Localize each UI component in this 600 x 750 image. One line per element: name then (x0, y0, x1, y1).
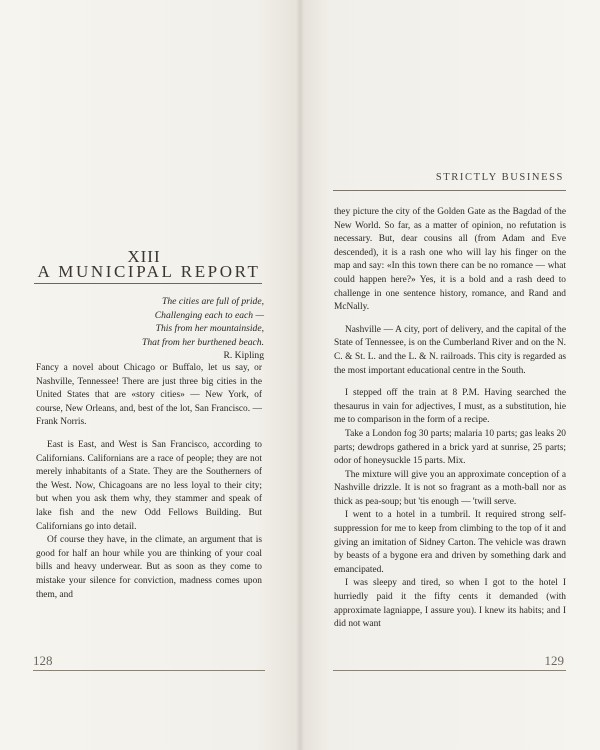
paragraph: I stepped off the train at 8 P.M. Having searched the thesaurus in vain for adjectives, I must, as a substitution, hie me to comparison in the form of a recipe. (334, 388, 566, 426)
chapter-title-rule (34, 283, 262, 284)
epigraph-author: R. Kipling (223, 350, 264, 361)
book-gutter (296, 0, 304, 750)
running-head: STRICTLY BUSINESS (435, 172, 564, 183)
paragraph: Nashville — A city, port of delivery, and the capital of the State of Tennessee, is on the Cumberland River and on the N. C. & St. L. and the L. & N. railroads. This city is regarded as the most important educational centre in the South. (334, 324, 566, 376)
footer-rule-right (333, 670, 566, 671)
right-body-text (334, 206, 566, 632)
footer-rule-left (33, 670, 265, 671)
epigraph-line: This from her mountainside, (155, 323, 264, 334)
epigraph-line: That from her burthened beach. (142, 336, 264, 348)
left-body-text (36, 362, 262, 602)
paragraph: Fancy a novel about Chicago or Buffalo, let us say, or Nashville, Tennessee! There are just three big cities in the United States that are «story cities» — New York, of course, New Orleans, and, best of the lot, San Francisco. — Frank Norris. (36, 363, 262, 428)
chapter-title: A MUNICIPAL REPORT (37, 262, 261, 281)
paragraph: The mixture will give you an approximate conception of a Nashville drizzle. It is not so fragrant as a moth-ball nor as thick as pea-soup; but 'tis enough — 'twill serve. (334, 469, 566, 507)
epigraph-line: Challenging each to each — (154, 309, 264, 321)
paragraph: Of course they have, in the climate, an argument that is good for half an hour while you are thinking of your coal bills and heavy underwear. But as soon as they come to mistake your silence for conviction, madness comes upon them, and (36, 535, 262, 600)
paragraph: East is East, and West is San Francisco, according to Californians. Californians are a race of people; they are not merely inhabitants of a State. They are the Southerners of the West. Now, Chicagoans are no less loyal to their city; but when you ask them why, they stammer and speak of lake fish and the new Odd Fellows Building. But Californians go into detail. (36, 439, 262, 532)
paragraph: Take a London fog 30 parts; malaria 10 parts; gas leaks 20 parts; dewdrops gathered in a brick yard at sunrise, 25 parts; odor of honeysuckle 15 parts. Mix. (334, 428, 566, 467)
running-head-rule (333, 190, 566, 191)
page-number-right: 129 (544, 653, 564, 668)
paragraph: I was sleepy and tired, so when I got to the hotel I hurriedly paid it the fifty cents it demanded (with approximate lagniappe, I assure you). I knew its habits; and I did not want (334, 578, 566, 630)
page-number-left: 128 (33, 653, 53, 668)
epigraph (44, 295, 264, 363)
epigraph-line: The cities are full of pride, (162, 296, 264, 307)
chapter-number: XIII (127, 247, 161, 266)
paragraph: I went to a hotel in a tumbril. It required strong self-suppression for me to keep from climbing to the top of it and giving an imitation of Sidney Carton. The vehicle was drawn by beasts of a bygone era and driven by something dark and emancipated. (334, 510, 566, 575)
paragraph: they picture the city of the Golden Gate as the Bagdad of the New World. So far, as a matter of opinion, no refutation is necessary. But, dear cousins all (from Adam and Eve descended), it is a rash one who will lay his finger on the map and say: «In this town there can be no romance — what could happen here?» Yes, it is a bold and a rash deed to challenge in one sentence history, romance, and Rand and McNally. (334, 207, 566, 313)
